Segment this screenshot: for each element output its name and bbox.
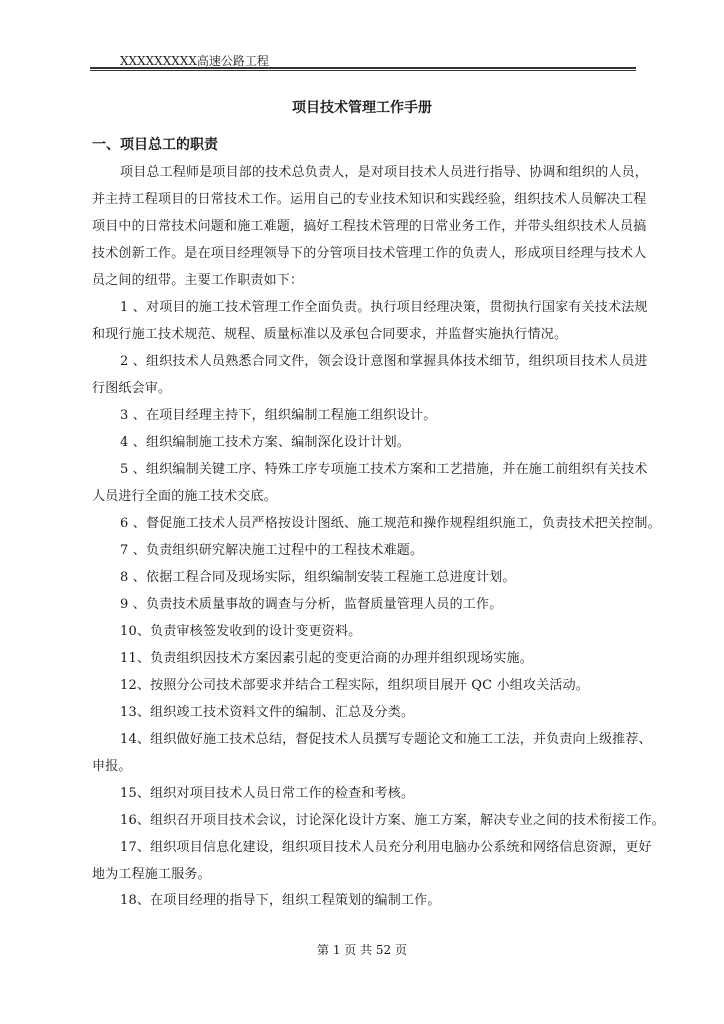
text-line: 和现行施工技术规范、规程、质量标准以及承包合同要求，并监督实施执行情况。 [92,327,568,342]
header-divider [90,67,636,71]
text-line: 9 、负责技术质量事故的调查与分析，监督质量管理人员的工作。 [120,597,503,612]
text-line: 17、组织项目信息化建设，组织项目技术人员充分利用电脑办公系统和网络信息资源，更好 [120,840,652,855]
text-line: 5 、组织编制关键工序、特殊工序专项施工技术方案和工艺措施，并在施工前组织有关技术 [120,462,648,477]
page-number: 第 1 页 共 52 页 [317,943,407,957]
text-line: 13、组织竣工技术资料文件的编制、汇总及分类。 [120,705,415,720]
text-line: 技术创新工作。是在项目经理领导下的分管项目技术管理工作的负责人，形成项目经理与技术人 [92,246,647,261]
text-line: 7 、负责组织研究解决施工过程中的工程技术难题。 [120,543,424,558]
text-line: 18、在项目经理的指导下，组织工程策划的编制工作。 [120,893,441,908]
text-line: 15、组织对项目技术人员日常工作的检查和考核。 [120,786,415,801]
text-line: 员之间的纽带。主要工作职责如下： [92,273,304,288]
text-line: 11、负责组织因技术方案因素引起的变更洽商的办理并组织现场实施。 [120,651,533,666]
section-heading: 一、项目总工的职责 [92,137,218,153]
running-header: XXXXXXXXX高速公路工程 [120,54,269,68]
text-line: 项目总工程师是项目部的技术总负责人，是对项目技术人员进行指导、协调和组织的人员， [120,165,649,180]
text-line: 并主持工程项目的日常技术工作。运用自己的专业技术知识和实践经验，组织技术人员解决工程 [92,192,647,207]
text-line: 地为工程施工服务。 [92,867,211,882]
text-line: 8 、依据工程合同及现场实际，组织编制安装工程施工总进度计划。 [120,570,516,585]
text-line: 10、负责审核签发收到的设计变更资料。 [120,624,362,639]
text-line: 2 、组织技术人员熟悉合同文件，领会设计意图和掌握具体技术细节，组织项目技术人员进 [120,354,648,369]
text-line: 申报。 [92,759,132,774]
text-line: 1 、对项目的施工技术管理工作全面负责。执行项目经理决策，贯彻执行国家有关技术法规 [120,300,648,315]
text-line: 16、组织召开项目技术会议，讨论深化设计方案、施工方案，解决专业之间的技术衔接工作。 [120,813,665,828]
text-line: 人员进行全面的施工技术交底。 [92,489,277,504]
text-line: 3 、在项目经理主持下，组织编制工程施工组织设计。 [120,408,437,423]
text-line: 行图纸会审。 [92,381,172,396]
text-line: 12、按照分公司技术部要求并结合工程实际，组织项目展开 QC 小组攻关活动。 [120,678,590,693]
text-line: 4 、组织编制施工技术方案、编制深化设计计划。 [120,435,411,450]
text-line: 14、组织做好施工技术总结，督促技术人员撰写专题论文和施工工法，并负责向上级推荐、 [120,732,652,747]
document-title: 项目技术管理工作手册 [292,100,432,116]
text-line: 6 、督促施工技术人员严格按设计图纸、施工规范和操作规程组织施工，负责技术把关控制。 [120,516,661,531]
text-line: 项目中的日常技术问题和施工难题，搞好工程技术管理的日常业务工作，并带头组织技术人员搞 [92,219,647,234]
